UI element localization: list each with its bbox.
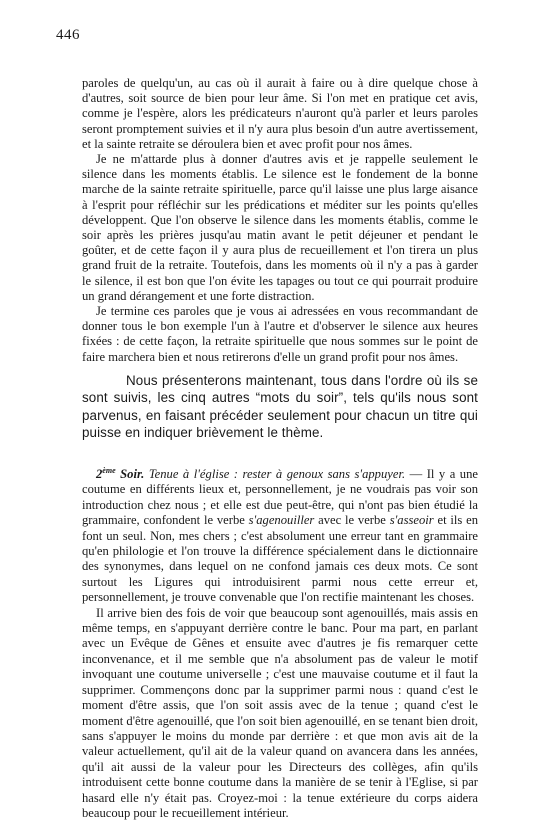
section-heading [96, 467, 144, 481]
paragraph-continuation: paroles de quelqu'un, au cas où il aurait à faire ou à dire quelque chose à d'autres, soit source de bien pour leur âme. Si l'on met en pratique cet avis, comme je l'espère, alors les prédicateurs n'auront qu'à parler et leurs paroles seront promptement suivies et il n'y aura plus besoin d'un autre avertissement, et la sainte retraite se déroulera bien et avec profit pour nos âmes. [82, 76, 478, 151]
paragraph-closing: Je termine ces paroles que je vous ai adressées en vous recommandant de donner tous le bon exemple l'un à l'autre et d'observer le silence aux heures fixées : de cette façon, la retraite spirituelle que nous sommes sur le point de faire marchera bien et nous retirerons d'elle un grand profit pour nos âmes. [82, 304, 478, 364]
italic-verb: s'asseoir [389, 513, 434, 528]
paragraph-text: et ils en font un seul. Non, mes chers ; c'est absolument une erreur tant en grammaire qu'en philologie et l'on trouve la différence spécialement dans le dictionnaire des synonymes, dans lequel on ne confond jamais ces deux mots. Ce sont surtout les Ligures qui introduisirent parmi nous cette erreur et, personnellement, je trouve convenable que l'on rectifie maintenant les choses. [82, 513, 478, 605]
paragraph-text: — Il y a une coutume en différents lieux et, personnellement, je ne voudrais pas voir son introduction chez nous ; et elle est due peut-être, qui n'ont pas bien étudié la grammaire, confondent le verbe [82, 467, 478, 528]
heading-superscript: ème [102, 465, 116, 475]
paragraph-text: avec le verbe [314, 513, 390, 528]
paragraph-silence: Je ne m'attarde plus à donner d'autres avis et je rappelle seulement le silence dans les moments établis. Le silence est le fondement de la bonne marche de la sainte retraite spirituelle, parce qu'il laisse une plus large aisance à l'esprit pour réfléchir sur les prédications et méditer sur les points qu'elles développent. Que l'on observe le silence dans les moments établis, comme le soir après les prières jusqu'au matin avant le petit déjeuner et pendant le goûter, et de cette façon il y aura plus de recueillement et l'on tirera un plus grand fruit de la retraite. Toutefois, dans les moments où il n'y a pas à garder le silence, il est bon que l'on évite les tapages ou tout ce qui pourrait produire un grand dérangement et une forte distraction. [82, 152, 478, 303]
editor-note-paragraph: Nous présenterons maintenant, tous dans l'ordre où ils se sont suivis, les cinq autres “mots du soir”, tels qu'ils nous sont parvenus, en faisant précéder seulement pour chacun un titre qui puisse en indiquer brièvement le thème. [82, 373, 478, 441]
heading-word: Soir. [120, 467, 145, 481]
second-evening-block [82, 467, 478, 821]
intro-text-block [82, 76, 478, 365]
page-number: 446 [56, 27, 80, 43]
heading-number: 2 [96, 467, 103, 481]
second-evening-paragraph-1 [82, 467, 478, 606]
section-subtitle: Tenue à l'église : rester à genoux sans s'appuyer. [148, 467, 406, 481]
italic-verb: s'agenouiller [248, 513, 315, 528]
second-evening-paragraph-2: Il arrive bien des fois de voir que beaucoup sont agenouillés, mais assis en même temps, en s'appuyant derrière contre le banc. Pour ma part, en parlant avec un Evêque de Gênes et ensuite avec d'autres je fis remarquer cette inconvenance, et il me semble que n'a absolument pas de valeur le motif invoquant une coutume universelle ; c'est une mauvaise coutume et il faut la supprimer. Commençons donc par la supprimer parmi nous : quand c'est le moment d'être assis, que l'on soit assis avec de la tenue ; quand c'est le moment d'être agenouillé, que l'on soit bien agenouillé, en se tenant bien droit, sans s'appuyer le moins du monde par derrière : et que mon avis ait de la valeur actuellement, qu'il ait de la valeur quand on avancera dans les années, qu'il ait aussi de la valeur pour les Directeurs des collèges, afin qu'ils introduisent cette bonne coutume dans la manière de se tenir à l'Eglise, si par hasard elle n'y était pas. Croyez-moi : la tenue extérieure du corps aidera beaucoup pour le recueillement intérieur. [82, 605, 478, 820]
editor-note-block [82, 372, 478, 442]
